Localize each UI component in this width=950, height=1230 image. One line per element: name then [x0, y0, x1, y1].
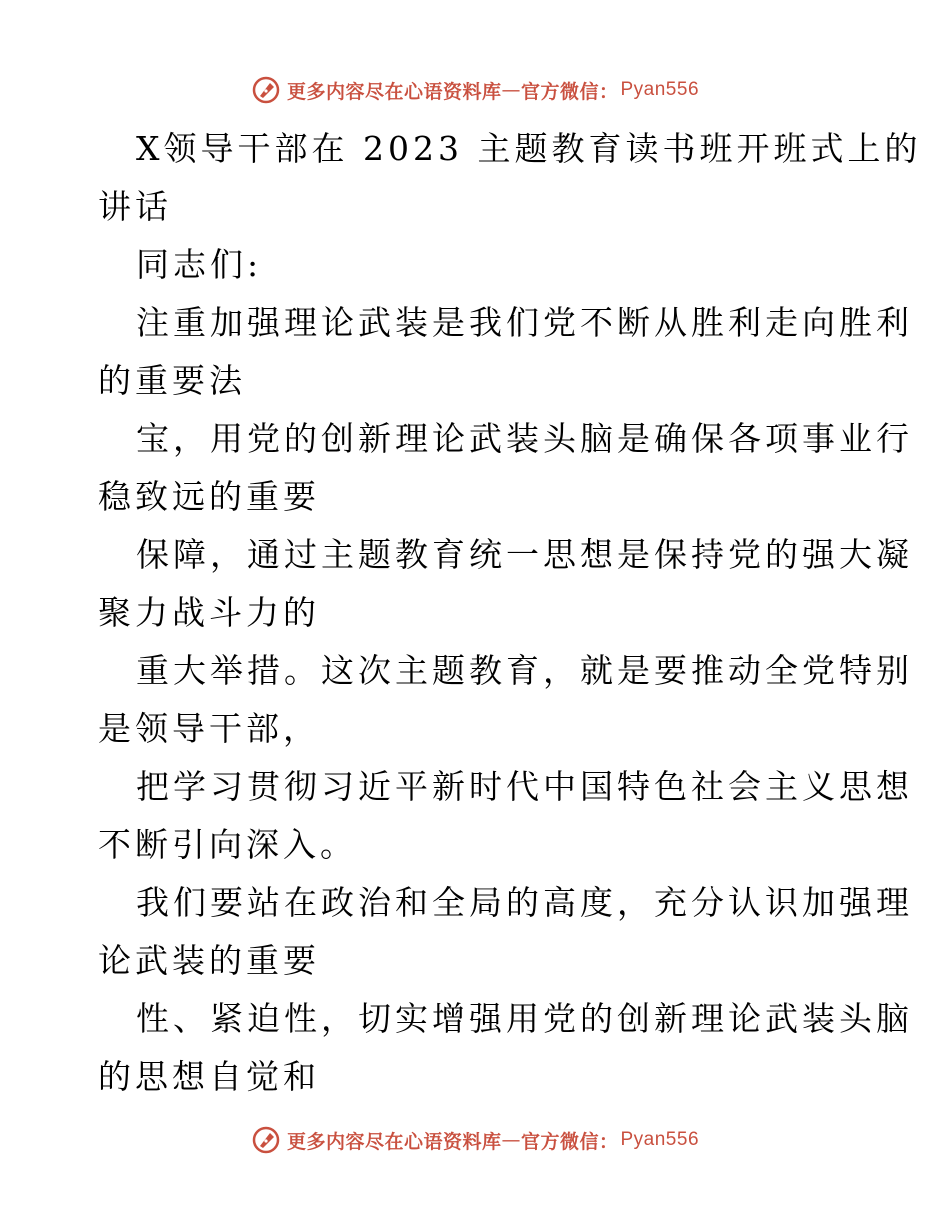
doc-line: 保障，通过主题教育统一思想是保持党的强大凝	[136, 535, 913, 574]
doc-title-line-1: X领导干部在 2023 主题教育读书班开班式上的	[136, 129, 922, 168]
banner-main-text: 更多内容尽在心语资料库	[286, 1130, 502, 1153]
banner-separator: —	[501, 1129, 521, 1151]
header-watermark-banner	[0, 70, 950, 110]
pen-nib-logo-icon	[251, 1125, 281, 1155]
doc-line: 的思想自觉和	[98, 1057, 320, 1096]
banner-wechat-label: 官方微信：	[520, 1130, 619, 1153]
doc-line: 稳致远的重要	[98, 477, 320, 516]
document-body	[98, 120, 922, 1106]
banner-wechat-id: Pyan556	[620, 79, 700, 100]
doc-line: 是领导干部，	[98, 709, 320, 748]
doc-line: 聚力战斗力的	[98, 593, 320, 632]
doc-title-line-2: 讲话	[98, 187, 172, 226]
banner-separator: —	[501, 79, 521, 101]
doc-line: 宝，用党的创新理论武装头脑是确保各项事业行	[136, 419, 913, 458]
doc-line: 的重要法	[98, 361, 246, 400]
doc-line: 性、紧迫性，切实增强用党的创新理论武装头脑	[136, 999, 913, 1038]
banner-wechat-label: 官方微信：	[520, 80, 619, 103]
doc-line: 重大举措。这次主题教育，就是要推动全党特别	[136, 651, 913, 690]
doc-line: 注重加强理论武装是我们党不断从胜利走向胜利	[136, 303, 913, 342]
doc-salutation: 同志们:	[136, 245, 263, 284]
banner-main-text: 更多内容尽在心语资料库	[286, 80, 502, 103]
doc-line: 把学习贯彻习近平新时代中国特色社会主义思想	[136, 767, 913, 806]
footer-watermark-banner	[0, 1120, 950, 1160]
banner-wechat-id: Pyan556	[620, 1129, 700, 1150]
doc-line: 不断引向深入。	[98, 825, 357, 864]
pen-nib-logo-icon	[251, 75, 281, 105]
doc-line: 我们要站在政治和全局的高度，充分认识加强理	[136, 883, 913, 922]
doc-line: 论武装的重要	[98, 941, 320, 980]
